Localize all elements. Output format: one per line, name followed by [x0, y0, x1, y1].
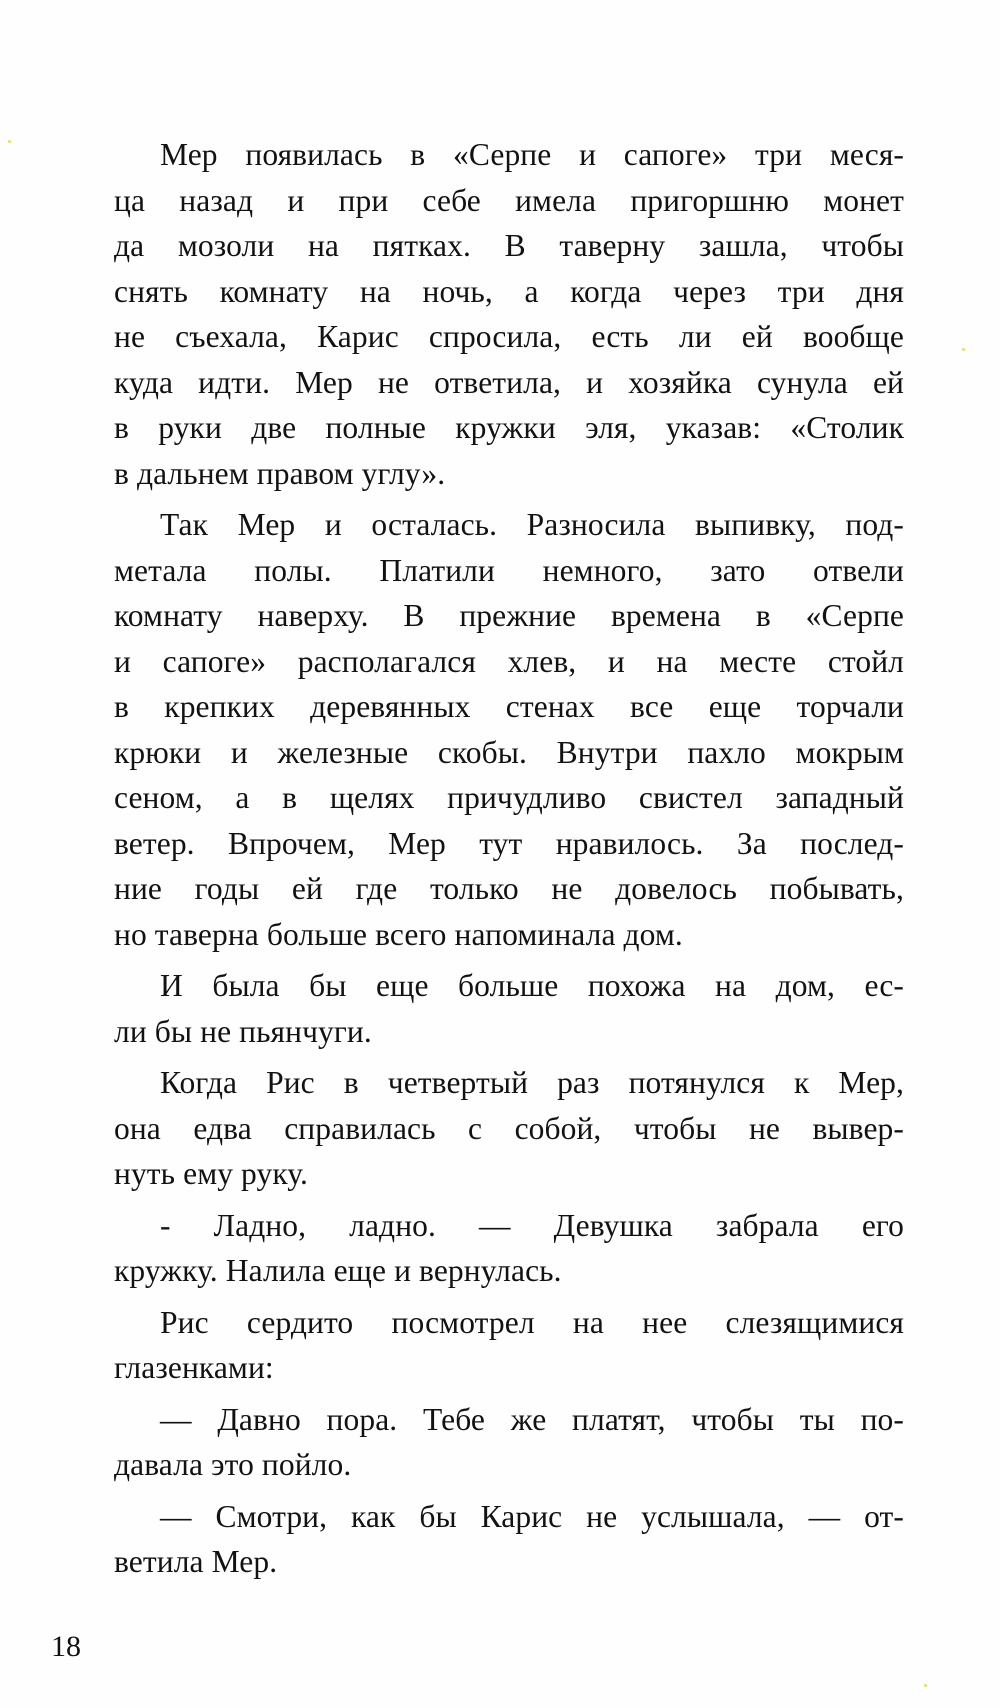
text-line: куда идти. Мер не ответила, и хозяйка сунула ей: [114, 364, 904, 400]
text-line: И была бы еще больше похожа на дом, ес-: [160, 968, 904, 1003]
text-line: не съехала, Карис спросила, есть ли ей вообще: [114, 319, 904, 354]
text-line: комнату наверху. В прежние времена в «Серпе: [114, 598, 904, 633]
text-line: метала полы. Платили немного, зато отвели: [114, 552, 904, 588]
text-line: нуть ему руку.: [114, 1156, 308, 1191]
text-line: Рис сердито посмотрел на нее слезящимися: [160, 1304, 904, 1340]
text-line: сеном, а в щелях причудливо свистел западный: [114, 780, 904, 815]
text-line: Мер появилась в «Серпе и сапоге» три меся-: [160, 137, 904, 172]
text-line: она едва справилась с собой, чтобы не вывер-: [114, 1110, 904, 1146]
text-line: ветер. Впрочем, Мер тут нравилось. За послед-: [114, 825, 904, 861]
text-line: ли бы не пьянчуги.: [114, 1013, 372, 1049]
text-line: в крепких деревянных стенах все еще торчали: [114, 689, 904, 724]
text-line: - Ладно, ладно. — Девушка забрала его: [160, 1207, 904, 1243]
text-line: — Смотри, как бы Карис не услышала, — от-: [160, 1498, 904, 1534]
text-line: да мозоли на пятках. В таверну зашла, чтобы: [114, 228, 904, 263]
text-line: Так Мер и осталась. Разносила выпивку, под-: [160, 507, 904, 542]
text-line: и сапоге» располагался хлев, и на месте стойл: [114, 643, 904, 679]
paragraph: [114, 1494, 904, 1585]
text-line: кружку. Налила еще и вернулась.: [114, 1253, 562, 1288]
paragraph: [114, 1203, 904, 1294]
text-line: крюки и железные скобы. Внутри пахло мокрым: [114, 734, 904, 770]
text-line: глазенками:: [114, 1350, 274, 1385]
paragraph: [114, 502, 904, 957]
text-line: ветила Мер.: [114, 1544, 278, 1579]
paragraph: [114, 1300, 904, 1391]
paragraph: [114, 132, 904, 496]
page-number: 18: [51, 1630, 81, 1663]
paragraph: [114, 1060, 904, 1197]
paragraph: [114, 963, 904, 1054]
text-line: — Давно пора. Тебе же платят, чтобы ты по-: [160, 1401, 904, 1437]
paragraph: [114, 1397, 904, 1488]
yellow-speck: [8, 140, 11, 143]
yellow-speck: [924, 1684, 927, 1687]
text-line: Когда Рис в четвертый раз потянулся к Мер,: [160, 1065, 904, 1100]
text-line: ца назад и при себе имела пригоршню монет: [114, 182, 904, 218]
text-line: в дальнем правом углу».: [114, 455, 446, 491]
main-text: [114, 132, 904, 1585]
text-line: снять комнату на ночь, а когда через три дня: [114, 273, 904, 309]
yellow-speck: [962, 348, 965, 351]
text-line: ние годы ей где только не довелось побывать,: [114, 871, 904, 906]
text-line: в руки две полные кружки эля, указав: «Столик: [114, 410, 904, 445]
text-line: давала это пойло.: [114, 1447, 352, 1482]
text-line: но таверна больше всего напоминала дом.: [114, 916, 683, 952]
